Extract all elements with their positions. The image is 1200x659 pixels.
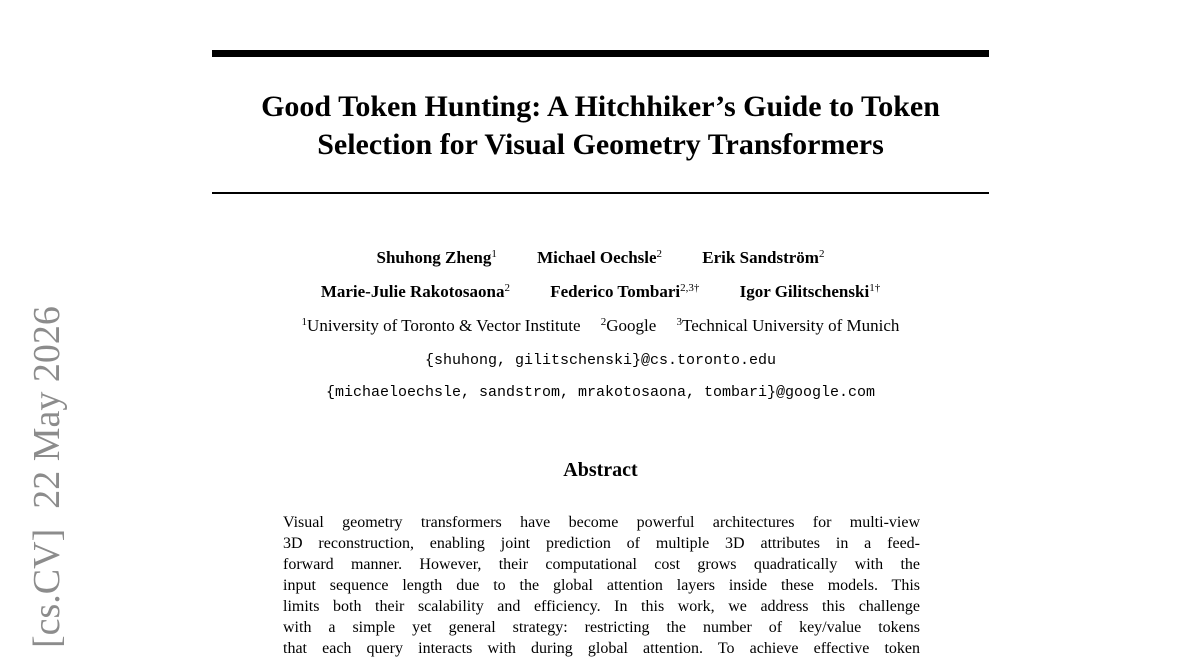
abstract-heading: Abstract (563, 459, 638, 481)
abstract-line: with a simple yet general strategy: restricting the number of key/value tokens (283, 619, 920, 636)
abstract-line: Visual geometry transformers have become powerful architectures for multi-view (283, 514, 920, 531)
affiliation: $^2$Google (600, 316, 657, 335)
affiliation: $^3$Technical University of Munich (676, 316, 900, 335)
arxiv-date: 22 May 2026 (26, 306, 68, 509)
email-line-1: {shuhong, gilitschenski}@cs.toronto.edu (424, 352, 777, 369)
title-line-1: Good Token Hunting: A Hitchhiker’s Guide to Token (261, 90, 940, 123)
abstract-line: 3D reconstruction, enabling joint prediction of multiple 3D attributes in a feed- (283, 535, 920, 552)
abstract-line: forward manner. However, their computational cost grows quadratically with the (283, 556, 920, 573)
abstract-body (283, 512, 920, 657)
affiliation: $^1$University of Toronto & Vector Institute (301, 316, 581, 335)
author-name: Igor Gilitschenski$^{1\dagger}$ (739, 282, 881, 301)
abstract-line: input sequence length due to the global attention layers inside these models. This (283, 577, 920, 594)
abstract-line: that each query interacts with during global attention. To achieve effective token (283, 640, 920, 657)
title-top-rule (212, 50, 989, 57)
author-name: Marie-Julie Rakotosaona$^2$ (320, 282, 510, 301)
email-line-2: {michaeloechsle, sandstrom, mrakotosaona, tombari}@google.com (325, 384, 876, 401)
author-name: Erik Sandström$^2$ (702, 248, 825, 267)
author-name: Shuhong Zheng$^1$ (376, 248, 497, 267)
abstract-line: limits both their scalability and efficiency. In this work, we address this challenge (283, 598, 920, 615)
title-bottom-rule (212, 192, 989, 194)
arxiv-stamp (22, 308, 72, 648)
author-row-1 (200, 248, 1001, 268)
arxiv-category: [cs.CV] (26, 528, 68, 648)
author-name: Federico Tombari$^{2,3\dagger}$ (550, 282, 700, 301)
author-row-2 (200, 282, 1001, 302)
title-line-2: Selection for Visual Geometry Transformers (317, 128, 884, 161)
affiliations (200, 316, 1001, 336)
author-name: Michael Oechsle$^2$ (537, 248, 663, 267)
paper-title (200, 88, 1001, 164)
